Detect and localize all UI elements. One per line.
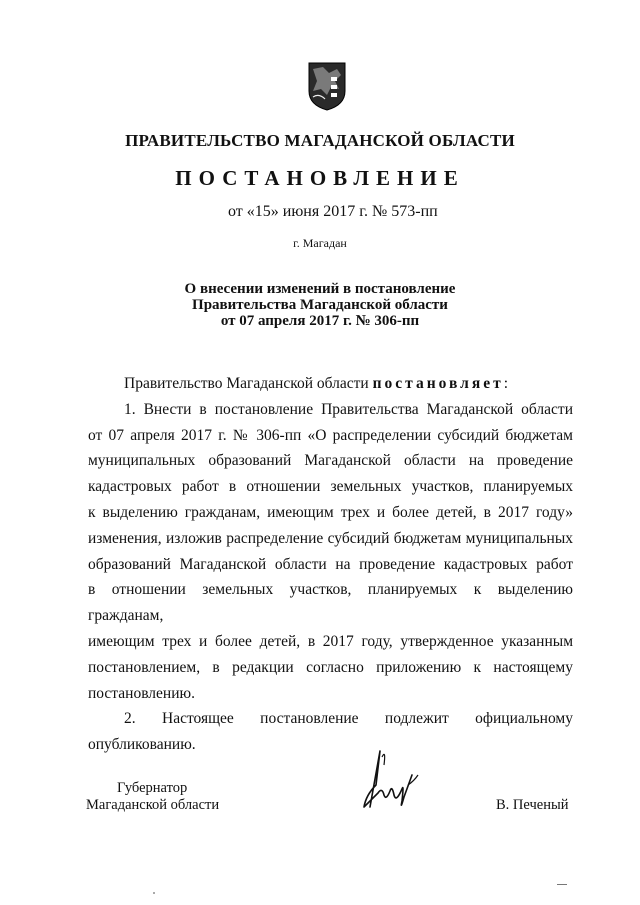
paragraph-line: от 07 апреля 2017 г. № 306-пп «О распределении субсидий бюджетам — [88, 426, 573, 444]
paragraph-line: 2. Настоящее постановление подлежит официальному — [124, 710, 573, 728]
paragraph-line: 1. Внести в постановление Правительства Магаданской области — [124, 400, 573, 418]
handwritten-signature-icon — [356, 745, 426, 813]
preamble-text: Правительство Магаданской области — [124, 375, 373, 392]
organization-title: ПРАВИТЕЛЬСТВО МАГАДАНСКОЙ ОБЛАСТИ — [125, 131, 515, 150]
document-type: ПОСТАНОВЛЕНИЕ — [175, 166, 465, 190]
paragraph-line: опубликованию. — [88, 736, 196, 754]
subject-line: Правительства Магаданской области — [192, 297, 448, 313]
paragraph-line: изменения, изложив распределение субсидий бюджетам муниципальных — [88, 529, 573, 547]
paragraph-line: кадастровых работ в отношении земельных участков, планируемых — [88, 478, 573, 496]
paragraph-line: образований Магаданской области на проведение кадастровых работ — [88, 555, 573, 573]
preamble-colon: : — [503, 375, 509, 392]
paragraph-line: в отношении земельных участков, планируемых к выделению гражданам, — [88, 581, 573, 625]
preamble-keyword: постановляет — [372, 375, 504, 392]
subject-line: от 07 апреля 2017 г. № 306-пп — [220, 313, 420, 329]
paragraph-line: к выделению гражданам, имеющим трех и более детей, в 2017 году» — [88, 503, 573, 521]
preamble — [88, 371, 573, 397]
document-date-number: от «15» июня 2017 г. № 573-пп — [228, 203, 438, 220]
page-mark — [557, 884, 567, 885]
paragraph-line: постановлению. — [88, 684, 195, 702]
coat-of-arms-icon — [307, 61, 347, 111]
signatory-region: Магаданской области — [86, 797, 220, 813]
document-city: г. Магадан — [293, 236, 347, 250]
document-subject — [0, 281, 640, 329]
paragraph-line: муниципальных образований Магаданской области на проведение — [88, 452, 573, 470]
signatory-title: Губернатор — [117, 780, 188, 796]
paragraph-line: постановлением, в редакции согласно приложению к настоящему — [88, 658, 573, 676]
signatory-name: В. Печеный — [496, 797, 569, 813]
paragraph-line: имеющим трех и более детей, в 2017 году, утвержденное указанным — [88, 632, 573, 650]
subject-line: О внесении изменений в постановление — [184, 281, 456, 297]
document-body — [88, 371, 573, 758]
scan-dot — [153, 892, 155, 894]
